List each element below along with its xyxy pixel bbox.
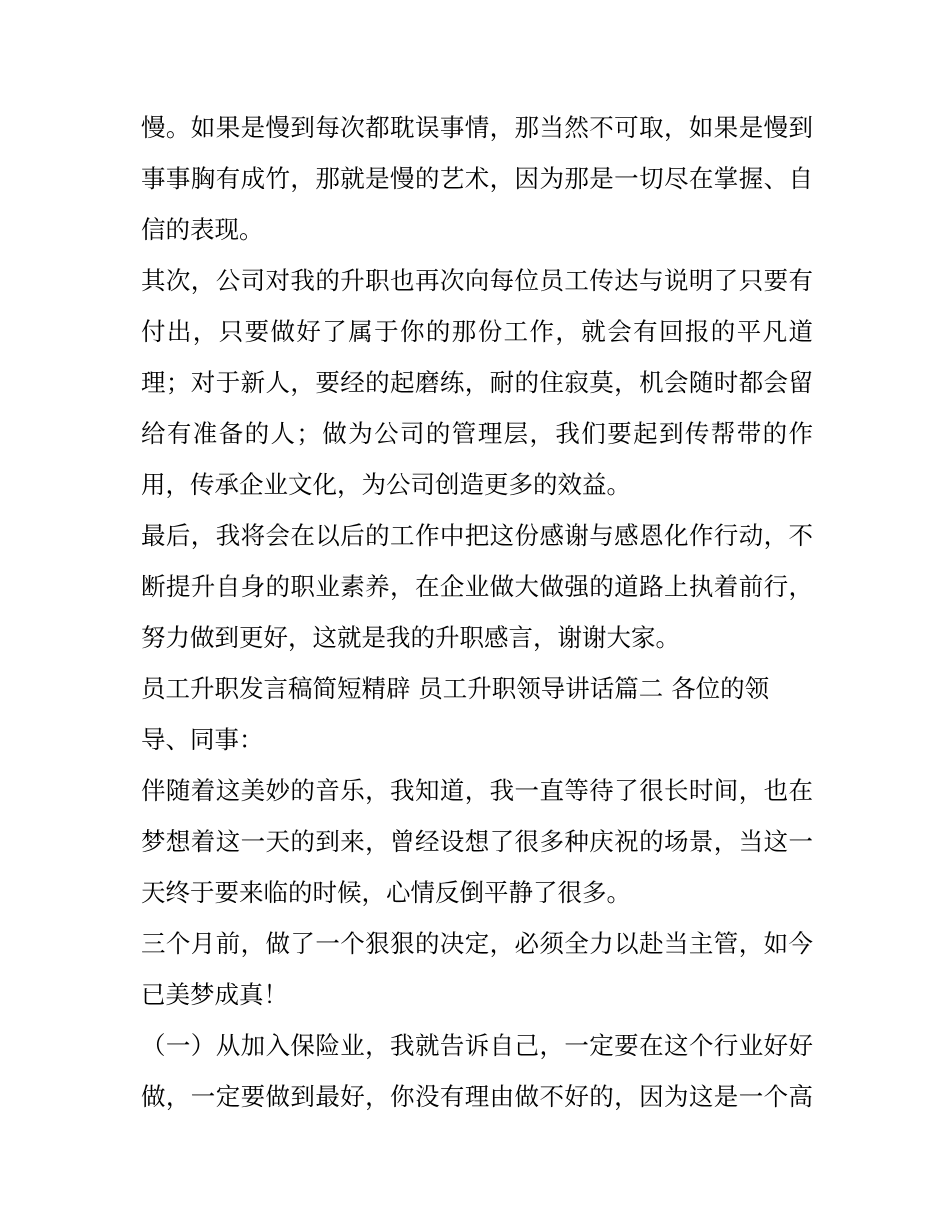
text-line: 已美梦成真！	[141, 980, 288, 1009]
text-line: 其次，公司对我的升职也再次向每位员工传达与说明了只要有	[141, 266, 813, 295]
text-line: 最后，我将会在以后的工作中把这份感谢与感恩化作行动，不	[141, 521, 813, 550]
text-line: 给有准备的人；做为公司的管理层，我们要起到传帮带的作	[141, 419, 813, 448]
text-line: 付出，只要做好了属于你的那份工作，就会有回报的平凡道	[141, 317, 813, 346]
text-line: 用，传承企业文化，为公司创造更多的效益。	[141, 470, 631, 499]
text-line: 理；对于新人，要经的起磨练，耐的住寂莫，机会随时都会留	[141, 368, 813, 397]
text-line: 慢。如果是慢到每次都耽误事情，那当然不可取，如果是慢到	[141, 113, 813, 142]
text-line: 断提升自身的职业素养，在企业做大做强的道路上执着前行，	[141, 572, 813, 601]
paragraph-3	[141, 510, 813, 663]
paragraph-6	[141, 1020, 813, 1122]
document-body	[141, 102, 813, 1122]
text-line: 梦想着这一天的到来，曾经设想了很多种庆祝的场景，当这一	[141, 827, 813, 856]
text-line: 努力做到更好，这就是我的升职感言，谢谢大家。	[141, 623, 680, 652]
text-line: 做，一定要做到最好，你没有理由做不好的，因为这是一个高	[141, 1082, 813, 1111]
paragraph-2	[141, 255, 813, 510]
text-line: 三个月前，做了一个狠狠的决定，必须全力以赴当主管，如今	[141, 929, 813, 958]
text-line: 导、同事：	[141, 725, 264, 754]
text-line: 员工升职发言稿简短精辟 员工升职领导讲话篇二 各位的领	[141, 674, 770, 703]
text-line: 天终于要来临的时候，心情反倒平静了很多。	[141, 878, 631, 907]
paragraph-5	[141, 918, 813, 1020]
text-line: （一）从加入保险业，我就告诉自己，一定要在这个行业好好	[141, 1031, 813, 1060]
paragraph-1	[141, 102, 813, 255]
text-line: 伴随着这美妙的音乐，我知道，我一直等待了很长时间，也在	[141, 776, 813, 805]
text-line: 信的表现。	[141, 215, 264, 244]
section-heading	[141, 663, 813, 765]
text-line: 事事胸有成竹，那就是慢的艺术，因为那是一切尽在掌握、自	[141, 164, 813, 193]
paragraph-4	[141, 765, 813, 918]
